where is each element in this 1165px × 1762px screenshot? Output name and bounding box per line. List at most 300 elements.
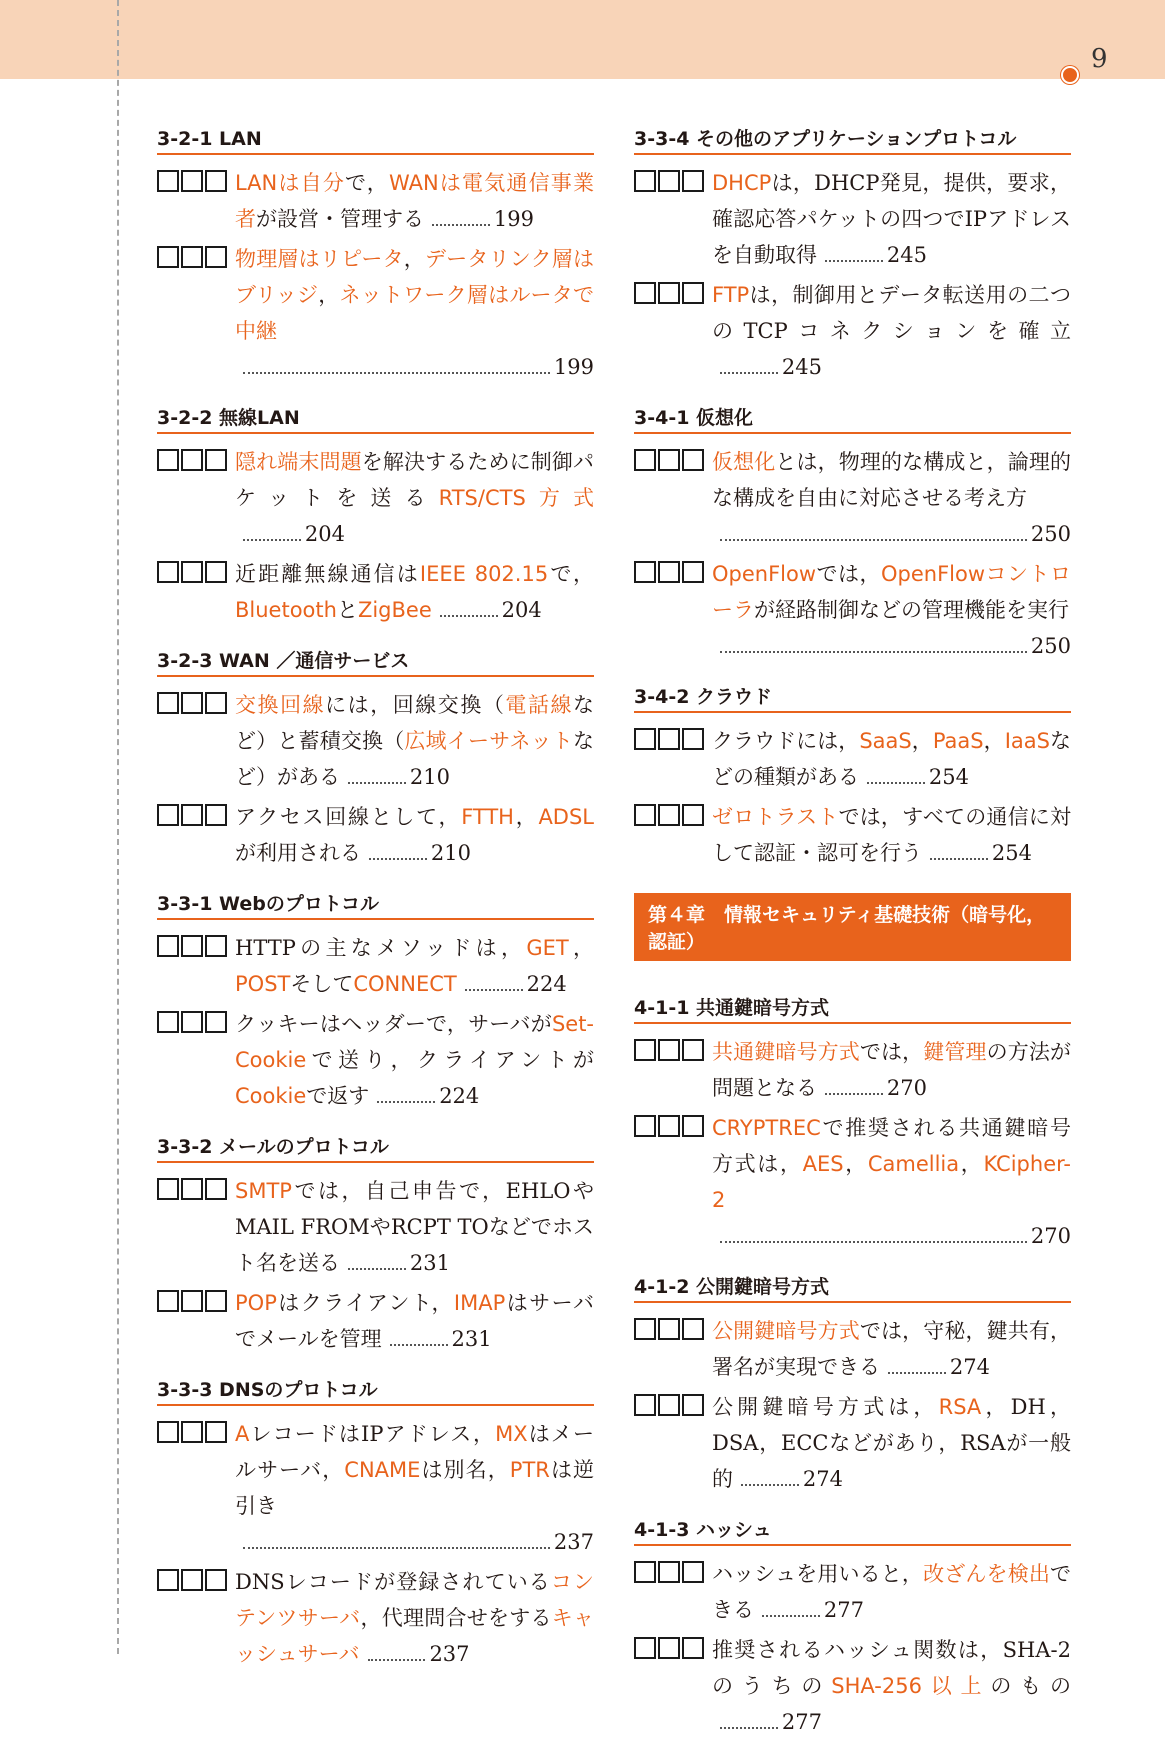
section-title: 3-3-2 メールのプロトコル (157, 1136, 594, 1163)
dot-leader (720, 372, 778, 374)
review-checkbox[interactable] (181, 449, 203, 471)
section-title: 3-2-1 LAN (157, 128, 594, 155)
dot-leader (440, 615, 498, 617)
review-checkbox[interactable] (157, 1290, 179, 1312)
dot-leader (762, 1615, 820, 1617)
review-checkbox[interactable] (205, 1569, 227, 1591)
entry-text (235, 1416, 594, 1560)
review-checkbox[interactable] (658, 170, 680, 192)
page-reference: 274 (802, 1467, 843, 1491)
review-checkbox[interactable] (634, 1115, 656, 1137)
page-reference: 204 (304, 522, 345, 546)
review-checkbox[interactable] (658, 1394, 680, 1416)
checklist-entry (157, 241, 594, 385)
checklist-entry (634, 444, 1071, 552)
review-checkbox[interactable] (682, 1318, 704, 1340)
right-column-top (634, 128, 1071, 871)
entry-text-part: は別名， (420, 1458, 510, 1482)
review-checkbox[interactable] (634, 728, 656, 750)
checkbox-group (157, 1011, 235, 1035)
page-reference: 237 (429, 1642, 470, 1666)
toc-section (634, 1519, 1071, 1740)
entry-text-part: など）がある (235, 729, 594, 789)
checklist-entry (157, 1416, 594, 1560)
dot-leader-line (712, 628, 1071, 664)
page-reference: 210 (430, 841, 471, 865)
review-checkbox[interactable] (682, 449, 704, 471)
checkbox-group (157, 1569, 235, 1593)
keyword-highlight: ゼロトラスト (712, 805, 839, 829)
checkbox-group (634, 1561, 712, 1585)
checkbox-group (634, 561, 712, 585)
entry-text-part: とは，物理的な構成と，論理的な構成を自由に対応させる考え方 (712, 450, 1071, 510)
dot-leader-inline (817, 237, 927, 273)
keyword-highlight: OpenFlowコントローラ (712, 562, 1071, 622)
dot-leader (390, 1344, 448, 1346)
dot-leader (243, 1547, 550, 1549)
toc-section (634, 997, 1071, 1254)
checkbox-group (157, 692, 235, 716)
review-checkbox[interactable] (205, 561, 227, 583)
keyword-highlight: RTS/CTS方式 (438, 486, 595, 510)
entry-text (712, 556, 1071, 664)
review-checkbox[interactable] (181, 170, 203, 192)
review-checkbox[interactable] (205, 246, 227, 268)
keyword-highlight: PaaS (932, 729, 984, 753)
entry-text (712, 277, 1071, 385)
entry-text-part: はメールサーバ， (235, 1422, 594, 1482)
keyword-highlight: A (235, 1422, 250, 1446)
dot-leader-inline (382, 1321, 492, 1357)
review-checkbox[interactable] (181, 692, 203, 714)
dot-leader-line (712, 516, 1071, 552)
section-title: 3-3-4 その他のアプリケーションプロトコル (634, 128, 1071, 155)
review-checkbox[interactable] (157, 246, 179, 268)
keyword-highlight: ネットワーク層はルータで中継 (235, 283, 595, 343)
page-reference: 250 (1030, 634, 1071, 658)
dot-leader-inline (817, 1070, 927, 1106)
toc-section (157, 407, 594, 628)
entry-text-part: クッキーはヘッダーで，サーバが (235, 1012, 552, 1036)
keyword-highlight: KCipher-2 (712, 1152, 1071, 1212)
entry-text-part: ， (959, 1152, 984, 1176)
review-checkbox[interactable] (157, 935, 179, 957)
entry-text-part: ， (568, 936, 595, 960)
keyword-highlight: WANは電気通信事業者 (235, 171, 594, 231)
keyword-highlight: Set-Cookie (235, 1012, 594, 1072)
review-checkbox[interactable] (634, 1637, 656, 1659)
keyword-highlight: 改ざんを検出 (923, 1562, 1050, 1586)
toc-section (634, 128, 1071, 385)
page-reference: 210 (409, 765, 450, 789)
toc-section (157, 1136, 594, 1357)
entry-text (235, 1285, 594, 1357)
keyword-highlight: 電話線 (505, 693, 574, 717)
dot-leader-inline (922, 835, 1032, 871)
review-checkbox[interactable] (205, 692, 227, 714)
review-checkbox[interactable] (634, 804, 656, 826)
review-checkbox[interactable] (634, 1561, 656, 1583)
entry-text-part: ， (843, 1152, 868, 1176)
section-title: 3-4-2 クラウド (634, 686, 1071, 713)
entry-text-part: では，すべての通信に対して認証・認可を行う (712, 805, 1071, 865)
review-checkbox[interactable] (658, 1561, 680, 1583)
dot-leader-inline (361, 835, 471, 871)
review-checkbox[interactable] (205, 1290, 227, 1312)
entry-text-part: は，DHCP発見，提供，要求，確認応答パケットの四つでIPアドレスを自動取得 (712, 171, 1071, 267)
keyword-highlight: GET (526, 936, 569, 960)
review-checkbox[interactable] (181, 246, 203, 268)
review-checkbox[interactable] (205, 449, 227, 471)
checklist-entry (634, 1556, 1071, 1628)
dot-leader-inline (859, 759, 969, 795)
review-checkbox[interactable] (205, 1178, 227, 1200)
review-checkbox[interactable] (682, 1561, 704, 1583)
entry-text (712, 444, 1071, 552)
review-checkbox[interactable] (157, 170, 179, 192)
dot-leader (867, 782, 925, 784)
review-checkbox[interactable] (682, 1039, 704, 1061)
checklist-entry (157, 1006, 594, 1114)
entry-text (712, 1110, 1071, 1254)
dot-leader-inline (235, 516, 345, 552)
entry-text-part: には，回線交換（ (325, 693, 506, 717)
review-checkbox[interactable] (157, 1569, 179, 1591)
checklist-entry (634, 1632, 1071, 1740)
dot-leader-inline (457, 966, 567, 1002)
checklist-entry (634, 277, 1071, 385)
dot-leader-inline (733, 1461, 843, 1497)
review-checkbox[interactable] (157, 804, 179, 826)
checklist-entry (634, 1313, 1071, 1385)
checkbox-group (157, 1421, 235, 1445)
review-checkbox[interactable] (682, 728, 704, 750)
keyword-highlight: LANは自分 (235, 171, 346, 195)
dot-leader (825, 260, 883, 262)
toc-section (634, 407, 1071, 664)
review-checkbox[interactable] (682, 1115, 704, 1137)
entry-text-part: で推奨される共通鍵暗号方式は， (712, 1116, 1071, 1176)
keyword-highlight: データリンク層はブリッジ (235, 247, 594, 307)
section-title: 3-2-3 WAN ／通信サービス (157, 650, 594, 677)
page-reference: 224 (439, 1084, 480, 1108)
right-column (634, 128, 1071, 1762)
section-title: 3-4-1 仮想化 (634, 407, 1071, 434)
entry-text-part: が利用される (235, 841, 361, 865)
review-checkbox[interactable] (634, 1039, 656, 1061)
dot-leader (741, 1484, 799, 1486)
keyword-highlight: Camellia (867, 1152, 960, 1176)
dot-leader-inline (340, 759, 450, 795)
checklist-entry (634, 1389, 1071, 1497)
page-reference: 270 (1030, 1224, 1071, 1248)
review-checkbox[interactable] (181, 1569, 203, 1591)
entry-text (235, 241, 594, 385)
entry-text-part: が経路制御などの管理機能を実行 (754, 598, 1069, 622)
entry-text-part: クラウドには， (712, 729, 860, 753)
toc-section (157, 128, 594, 385)
entry-text (235, 444, 594, 552)
keyword-highlight: IMAP (453, 1291, 506, 1315)
review-checkbox[interactable] (634, 282, 656, 304)
entry-text-part: で送り，クライアントが (306, 1048, 594, 1072)
dot-leader (348, 782, 406, 784)
entry-text-part: そして (290, 972, 354, 996)
left-column (157, 128, 594, 1694)
checkbox-group (157, 1178, 235, 1202)
review-checkbox[interactable] (181, 1290, 203, 1312)
dot-leader-line (712, 1218, 1071, 1254)
checkbox-group (634, 1318, 712, 1342)
entry-text-part: DNSレコードが登録されている (235, 1570, 551, 1594)
keyword-highlight: 物理層はリピータ (235, 247, 404, 271)
page-reference: 274 (949, 1355, 990, 1379)
review-checkbox[interactable] (634, 170, 656, 192)
dot-leader-inline (712, 349, 822, 385)
keyword-highlight: FTP (712, 283, 750, 307)
entry-text-part: ， (318, 283, 340, 307)
entry-text-part: で， (548, 562, 595, 586)
keyword-highlight: FTTH (461, 805, 514, 829)
checklist-entry (634, 556, 1071, 664)
keyword-highlight: DHCP (712, 171, 772, 195)
page-reference: 270 (886, 1076, 927, 1100)
review-checkbox[interactable] (634, 1318, 656, 1340)
entry-text-part: はクライアント， (276, 1291, 454, 1315)
dot-leader-inline (432, 592, 542, 628)
review-checkbox[interactable] (682, 282, 704, 304)
keyword-highlight: PTR (509, 1458, 550, 1482)
checkbox-group (634, 804, 712, 828)
checklist-entry (634, 1110, 1071, 1254)
keyword-highlight: IaaS (1004, 729, 1050, 753)
page-reference: 245 (781, 355, 822, 379)
dot-leader (888, 1372, 946, 1374)
review-checkbox[interactable] (658, 804, 680, 826)
review-checkbox[interactable] (181, 804, 203, 826)
dot-leader-inline (880, 1349, 990, 1385)
review-checkbox[interactable] (181, 1178, 203, 1200)
page-reference: 199 (493, 207, 534, 231)
review-checkbox[interactable] (157, 1178, 179, 1200)
entry-text-part: 公開鍵暗号方式は， (712, 1395, 939, 1419)
section-title: 4-1-1 共通鍵暗号方式 (634, 997, 1071, 1024)
keyword-highlight: ADSL (538, 805, 595, 829)
checkbox-group (634, 282, 712, 306)
review-checkbox[interactable] (157, 449, 179, 471)
review-checkbox[interactable] (658, 1115, 680, 1137)
checklist-entry (634, 165, 1071, 273)
checkbox-group (157, 170, 235, 194)
section-title: 3-2-2 無線LAN (157, 407, 594, 434)
dot-leader-line (235, 1524, 594, 1560)
keyword-highlight: ZigBee (357, 598, 432, 622)
entry-text-part: のもの (990, 1674, 1071, 1698)
dot-leader (930, 858, 988, 860)
keyword-highlight: SaaS (859, 729, 912, 753)
checklist-entry (157, 556, 594, 628)
review-checkbox[interactable] (682, 1637, 704, 1659)
entry-text-part: ， (911, 729, 933, 753)
checklist-entry (157, 930, 594, 1002)
checkbox-group (634, 170, 712, 194)
checklist-entry (157, 444, 594, 552)
review-checkbox[interactable] (205, 804, 227, 826)
page-reference: 254 (991, 841, 1032, 865)
entry-text-part: HTTPの主なメソッドは， (235, 936, 527, 960)
keyword-highlight: キャッシュサーバ (235, 1606, 595, 1666)
checkbox-group (634, 449, 712, 473)
keyword-highlight: POST (235, 972, 291, 996)
dot-leader (720, 539, 1027, 541)
review-checkbox[interactable] (634, 561, 656, 583)
checklist-entry (157, 799, 594, 871)
entry-text-part: ， (513, 805, 539, 829)
dot-leader (377, 1101, 435, 1103)
page-reference: 204 (501, 598, 542, 622)
checklist-entry (157, 1173, 594, 1281)
keyword-highlight: OpenFlow (712, 562, 817, 586)
keyword-highlight: SHA-256以上 (831, 1674, 991, 1698)
review-checkbox[interactable] (205, 1421, 227, 1443)
review-checkbox[interactable] (181, 561, 203, 583)
entry-text-part: を解決するために制御パケットを送る (235, 450, 594, 510)
review-checkbox[interactable] (658, 282, 680, 304)
entry-text-part: ハッシュを用いると， (712, 1562, 924, 1586)
keyword-highlight: 広域イーサネット (404, 729, 573, 753)
header-band (0, 0, 1165, 79)
entry-text-part: など）と蓄積交換（ (235, 693, 595, 753)
entry-text-part: レコードはIPアドレス， (249, 1422, 496, 1446)
review-checkbox[interactable] (181, 1011, 203, 1033)
review-checkbox[interactable] (682, 561, 704, 583)
page-marker-dot (1061, 66, 1079, 84)
entry-text-part: アクセス回線として， (235, 805, 462, 829)
checkbox-group (634, 1115, 712, 1139)
section-title: 4-1-2 公開鍵暗号方式 (634, 1276, 1071, 1303)
entry-text-part: の方法が問題となる (712, 1040, 1071, 1100)
keyword-highlight: 鍵管理 (923, 1040, 987, 1064)
review-checkbox[interactable] (157, 1011, 179, 1033)
dot-leader (348, 1268, 406, 1270)
dot-leader-inline (369, 1078, 479, 1114)
entry-text-part: 近距離無線通信は (235, 562, 420, 586)
review-checkbox[interactable] (157, 561, 179, 583)
dot-leader-inline (360, 1636, 470, 1672)
checkbox-group (157, 561, 235, 585)
review-checkbox[interactable] (634, 449, 656, 471)
entry-text (235, 556, 594, 628)
keyword-highlight: POP (235, 1291, 277, 1315)
section-title: 4-1-3 ハッシュ (634, 1519, 1071, 1546)
page-reference: 231 (451, 1327, 492, 1351)
checklist-entry (634, 723, 1071, 795)
dot-leader (720, 651, 1027, 653)
dot-leader (243, 372, 550, 374)
toc-section (634, 686, 1071, 871)
review-checkbox[interactable] (658, 561, 680, 583)
keyword-highlight: SMTP (235, 1179, 292, 1203)
keyword-highlight: RSA (938, 1395, 982, 1419)
entry-text-part: ， (983, 729, 1005, 753)
dot-leader (243, 539, 301, 541)
review-checkbox[interactable] (205, 170, 227, 192)
checklist-entry (157, 1564, 594, 1672)
checklist-entry (157, 1285, 594, 1357)
entry-text (235, 799, 594, 871)
keyword-highlight: IEEE 802.15 (419, 562, 549, 586)
review-checkbox[interactable] (181, 935, 203, 957)
dot-leader-inline (424, 201, 534, 237)
keyword-highlight: CRYPTREC (712, 1116, 821, 1140)
page-reference: 277 (823, 1598, 864, 1622)
review-checkbox[interactable] (634, 1394, 656, 1416)
entry-text-part: で返す (306, 1084, 370, 1108)
review-checkbox[interactable] (205, 935, 227, 957)
toc-section (157, 650, 594, 871)
keyword-highlight: 仮想化 (712, 450, 776, 474)
checkbox-group (157, 246, 235, 270)
entry-text-part: では，守秘，鍵共有，署名が実現できる (712, 1319, 1071, 1379)
section-title: 3-3-3 DNSのプロトコル (157, 1379, 594, 1406)
entry-text-part: などの種類がある (712, 729, 1072, 789)
toc-section (157, 893, 594, 1114)
toc-section (157, 1379, 594, 1672)
entry-text (712, 799, 1071, 871)
keyword-highlight: 隠れ端末問題 (235, 450, 362, 474)
checkbox-group (634, 1637, 712, 1661)
checkbox-group (634, 1394, 712, 1418)
entry-text (235, 930, 594, 1002)
entry-text (235, 1564, 594, 1672)
entry-text-part: では，自己申告で，EHLOやMAIL FROMやRCPT TOなどでホスト名を送る (235, 1179, 594, 1275)
page-reference: 199 (553, 355, 594, 379)
entry-text (235, 687, 594, 795)
review-checkbox[interactable] (682, 804, 704, 826)
review-checkbox[interactable] (658, 1637, 680, 1659)
review-checkbox[interactable] (658, 728, 680, 750)
checkbox-group (634, 1039, 712, 1063)
chapter-heading: 第４章 情報セキュリティ基礎技術（暗号化，認証） (634, 893, 1071, 961)
entry-text-part: ，代理問合せをする (360, 1606, 552, 1630)
checkbox-group (157, 1290, 235, 1314)
review-checkbox[interactable] (205, 1011, 227, 1033)
review-checkbox[interactable] (658, 449, 680, 471)
entry-text (712, 1313, 1071, 1385)
keyword-highlight: コンテンツサーバ (235, 1570, 594, 1630)
dot-leader (465, 989, 523, 991)
page-reference: 254 (928, 765, 969, 789)
review-checkbox[interactable] (658, 1318, 680, 1340)
page-number: 9 (1091, 44, 1108, 74)
entry-text (712, 1389, 1071, 1497)
entry-text-part: ，DH，DSA，ECCなどがあり，RSAが一般的 (712, 1395, 1072, 1491)
entry-text (235, 1173, 594, 1281)
page-reference: 231 (409, 1251, 450, 1275)
toc-section (634, 1276, 1071, 1497)
review-checkbox[interactable] (157, 692, 179, 714)
review-checkbox[interactable] (658, 1039, 680, 1061)
review-checkbox[interactable] (157, 1421, 179, 1443)
checkbox-group (157, 804, 235, 828)
dot-leader-inline (754, 1592, 864, 1628)
keyword-highlight: CNAME (344, 1458, 421, 1482)
review-checkbox[interactable] (682, 170, 704, 192)
entry-text-part: で， (345, 171, 389, 195)
dot-leader (368, 1659, 426, 1661)
review-checkbox[interactable] (682, 1394, 704, 1416)
review-checkbox[interactable] (181, 1421, 203, 1443)
